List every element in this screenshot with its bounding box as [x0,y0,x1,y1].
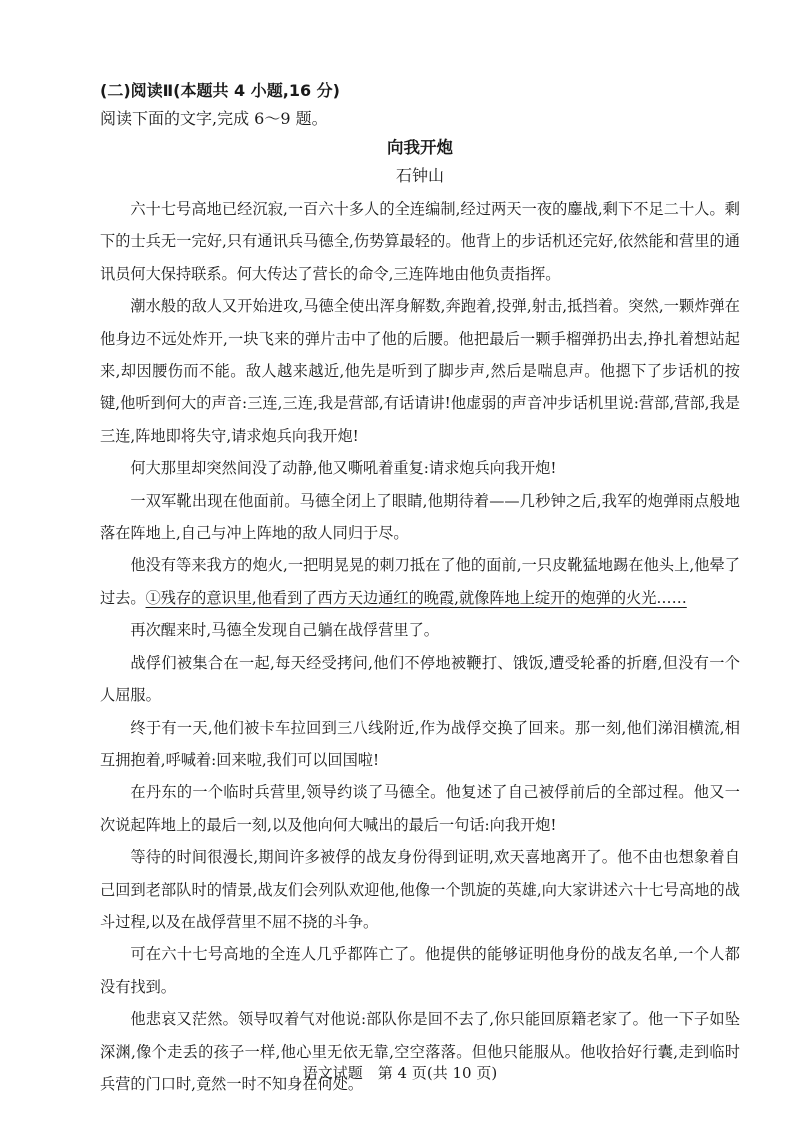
paragraph: 何大那里却突然间没了动静,他又嘶吼着重复:请求炮兵向我开炮! [130,459,557,478]
instruction-text: 阅读下面的文字,完成 6～9 题。 [100,109,328,128]
paragraph: 他悲哀又茫然。领导叹着气对他说:部队你是回不去了,你只能回原籍老家了。他一下子如坠深渊,像个走丢的孩子一样,他心里无依无靠,空空落落。但他只能服从。他收拾好行囊,走到临时兵营的门口时,竟然一时不知身在何处。 [100,1010,740,1093]
paragraph: 等待的时间很漫长,期间许多被俘的战友身份得到证明,欢天喜地离开了。他不由也想象着自己回到老部队时的情景,战友们会列队欢迎他,他像一个凯旋的英雄,向大家讲述六十七号高地的战斗过程,以及在战俘营里不屈不挠的斗争。 [100,848,740,931]
article-body [100,193,742,1100]
section-header: (二)阅读Ⅱ(本题共 4 小题,16 分) [100,81,340,100]
paragraph-lead-text: 他没有等来我方的炮火,一把明晃晃的刺刀抵在了他的面前,一只皮靴猛地踢在他头上,他晕了过去。 [100,556,740,607]
paragraph: 再次醒来时,马德全发现自己躺在战俘营里了。 [130,621,439,640]
paragraph: 六十七号高地已经沉寂,一百六十多人的全连编制,经过两天一夜的鏖战,剩下不足二十人。剩下的士兵无一完好,只有通讯兵马德全,伤势算最轻的。他背上的步话机还完好,依然能和营里的通讯员何大保持联系。何大传达了营长的命令,三连阵地由他负责指挥。 [100,200,740,283]
paragraph-with-underline [100,549,740,614]
article-title: 向我开炮 [387,138,453,157]
paragraph: 在丹东的一个临时兵营里,领导约谈了马德全。他复述了自己被俘前后的全部过程。他又一次说起阵地上的最后一刻,以及他向何大喊出的最后一句话:向我开炮! [100,783,740,834]
underlined-sentence-1: ①残存的意识里,他看到了西方天边通红的晚霞,就像阵地上绽开的炮弹的火光…… [145,588,687,607]
paragraph: 潮水般的敌人又开始进攻,马德全使出浑身解数,奔跑着,投弹,射击,抵挡着。突然,一颗炸弹在他身边不远处炸开,一块飞来的弹片击中了他的后腰。他把最后一颗手榴弹扔出去,挣扎着想站起来,却因腰伤而不能。敌人越来越近,他先是听到了脚步声,然后是喘息声。他摁下了步话机的按键,他听到何大的声音:三连,三连,我是营部,有话请讲!他虚弱的声音冲步话机里说:营部,营部,我是三连,阵地即将失守,请求炮兵向我开炮! [100,297,740,445]
article-author: 石钟山 [395,166,444,185]
paragraph: 战俘们被集合在一起,每天经受拷问,他们不停地被鞭打、饿饭,遭受轮番的折磨,但没有一个人屈服。 [100,653,740,705]
page-footer: 语文试题 第 4 页(共 10 页) [302,1064,498,1082]
paragraph: 一双军靴出现在他面前。马德全闭上了眼睛,他期待着——几秒钟之后,我军的炮弹雨点般地落在阵地上,自己与冲上阵地的敌人同归于尽。 [100,491,740,543]
paragraph: 可在六十七号高地的全连人几乎都阵亡了。他提供的能够证明他身份的战友名单,一个人都没有找到。 [100,945,740,996]
paragraph: 终于有一天,他们被卡车拉回到三八线附近,作为战俘交换了回来。那一刻,他们涕泪横流,相互拥抱着,呼喊着:回来啦,我们可以回国啦! [100,718,740,769]
